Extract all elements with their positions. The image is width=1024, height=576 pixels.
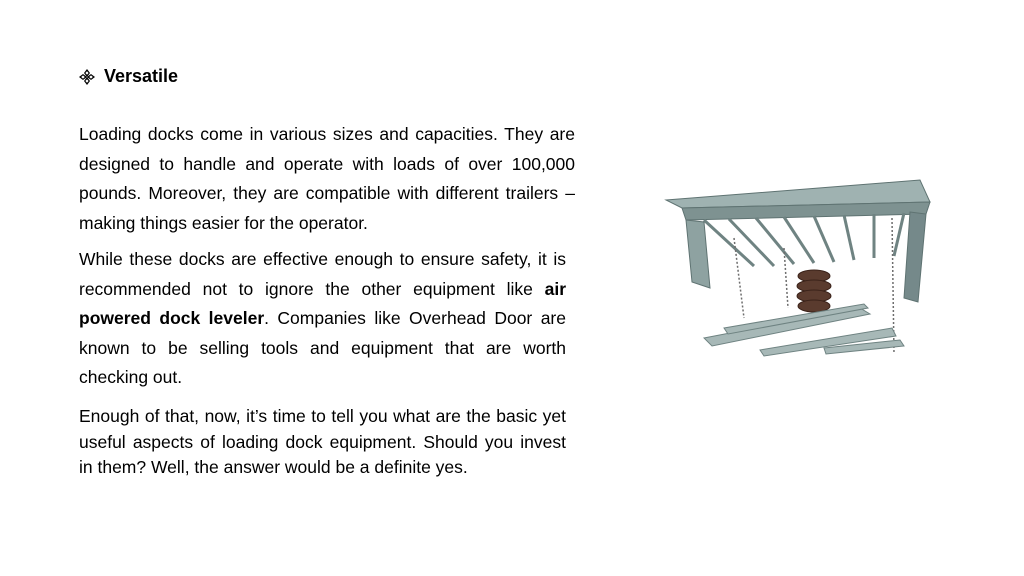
section-title: Versatile [104,66,179,86]
diamond-bullet-icon [79,69,95,85]
paragraph-safety-intro: While these docks are effective enough to ensure safety, it is recommended not to ignore the other equipment like [79,249,566,299]
paragraph-safety-rest: . Companies like Overhead Door are known to be selling tools and equipment that are worth checking out. [79,308,566,387]
section-heading [79,66,178,87]
paragraph-safety [79,245,566,393]
paragraph-conclusion: Enough of that, now, it’s time to tell you what are the basic yet useful aspects of loading dock equipment. Should you invest in them? Well, the answer would be a definite yes. [79,406,566,477]
dock-leveler-term: air powered dock leveler [79,278,566,328]
dock-leveler-image [664,178,932,358]
paragraph-capacity: Loading docks come in various sizes and capacities. They are designed to handle and operate with loads of over 100,000 pounds. Moreover, they are compatible with different trailers – making things easier for the operator. [79,124,575,233]
